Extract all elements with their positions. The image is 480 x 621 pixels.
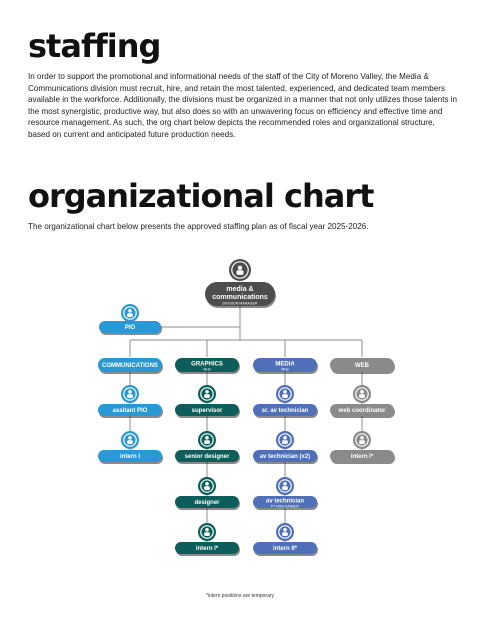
graphics-role-2-person-icon-body bbox=[204, 486, 210, 490]
graphics-role-3-person-icon-body bbox=[204, 532, 210, 536]
media-header-label: MEDIA bbox=[275, 361, 295, 368]
division-manager-sublabel: DIVISION MANAGER bbox=[222, 301, 258, 306]
media-role-2-person-icon-body bbox=[282, 486, 288, 490]
graphics-role-0-person-icon-body bbox=[204, 394, 210, 398]
pio-person-icon-body bbox=[127, 313, 133, 317]
division-manager-avatar-inner bbox=[232, 262, 247, 277]
communications-role-1-person-icon-head bbox=[128, 436, 132, 440]
media-role-0-person-icon-head bbox=[283, 390, 287, 394]
graphics-role-3-person-icon-head bbox=[205, 528, 209, 532]
web-role-1-person-icon-body bbox=[359, 440, 365, 444]
graphics-role-2-label: designer bbox=[194, 500, 220, 507]
web-role-1-person-icon-head bbox=[360, 436, 364, 440]
web-role-0-person-icon-body bbox=[359, 394, 365, 398]
media-role-3-person-icon-body bbox=[282, 532, 288, 536]
division-manager-person-icon-head bbox=[238, 266, 242, 270]
media-role-1-person-icon-body bbox=[282, 440, 288, 444]
graphics-role-1-person-icon-body bbox=[204, 440, 210, 444]
media-role-2-person-icon-head bbox=[283, 482, 287, 486]
communications-role-0-person-icon-head bbox=[128, 390, 132, 394]
graphics-header-label: GRAPHICS bbox=[191, 361, 223, 368]
media-role-3-person-icon-head bbox=[283, 528, 287, 532]
pio-label: PIO bbox=[124, 325, 136, 332]
media-role-2-label: av technician bbox=[265, 498, 305, 505]
communications-role-0-label: assitant PIO bbox=[112, 408, 148, 415]
graphics-header-sublabel: MH3 bbox=[203, 367, 211, 372]
graphics-role-3-label: intern I* bbox=[195, 546, 219, 553]
communications-role-0-person-icon-body bbox=[127, 394, 133, 398]
graphics-role-0-label: supervisor bbox=[191, 408, 223, 415]
communications-role-1-label: intern I bbox=[119, 454, 141, 461]
division-manager-line2: communications bbox=[212, 294, 268, 301]
communications-role-1-person-icon-body bbox=[127, 440, 133, 444]
staffing-paragraph: In order to support the promotional and informational needs of the staff of the City of Moreno Valley, the Media & Communications division must recruit, hire, and retain the most talented, experienced, and dedicated team members available in the workforce. Additionally, the divisions must be organized in a manner that not only utilizes those talents in the most synergistic, productive way, but also does so with an unwavering focus on efficiency and effective time and resource management. As such, the org chart below depicts the recommended roles and organizational structure, based on current and anticipated future production needs. bbox=[28, 72, 458, 139]
division-manager-line1: media & bbox=[226, 286, 254, 293]
org-chart-intro: The organizational chart below presents the approved staffing plan as of fiscal year 2025-2026. bbox=[28, 222, 369, 231]
media-role-3-label: intern II* bbox=[272, 546, 298, 553]
web-role-1-label: intern I* bbox=[350, 454, 374, 461]
pio-person-icon-head bbox=[128, 309, 132, 313]
web-header-label: WEB bbox=[355, 363, 369, 370]
org-chart-heading: organizational chart bbox=[28, 177, 374, 215]
web-role-0-label: web coordinator bbox=[338, 408, 386, 415]
web-role-0-person-icon-head bbox=[360, 390, 364, 394]
graphics-role-1-person-icon-head bbox=[205, 436, 209, 440]
media-header-sublabel: MH3 bbox=[281, 367, 289, 372]
media-role-0-person-icon-body bbox=[282, 394, 288, 398]
footnote: *intern positions are temporary bbox=[205, 593, 275, 599]
media-role-2-sublabel: PT NON-CAREER bbox=[270, 504, 300, 509]
staffing-heading: staffing bbox=[28, 27, 161, 65]
graphics-role-2-person-icon-head bbox=[205, 482, 209, 486]
division-manager-person-icon-body bbox=[236, 270, 243, 275]
media-role-1-label: av technician (x2) bbox=[259, 454, 311, 461]
graphics-role-1-label: senior designer bbox=[184, 454, 230, 461]
graphics-role-0-person-icon-head bbox=[205, 390, 209, 394]
communications-header-label: COMMUNICATIONS bbox=[102, 363, 158, 370]
media-role-0-label: sr. av technician bbox=[261, 408, 309, 415]
media-role-1-person-icon-head bbox=[283, 436, 287, 440]
